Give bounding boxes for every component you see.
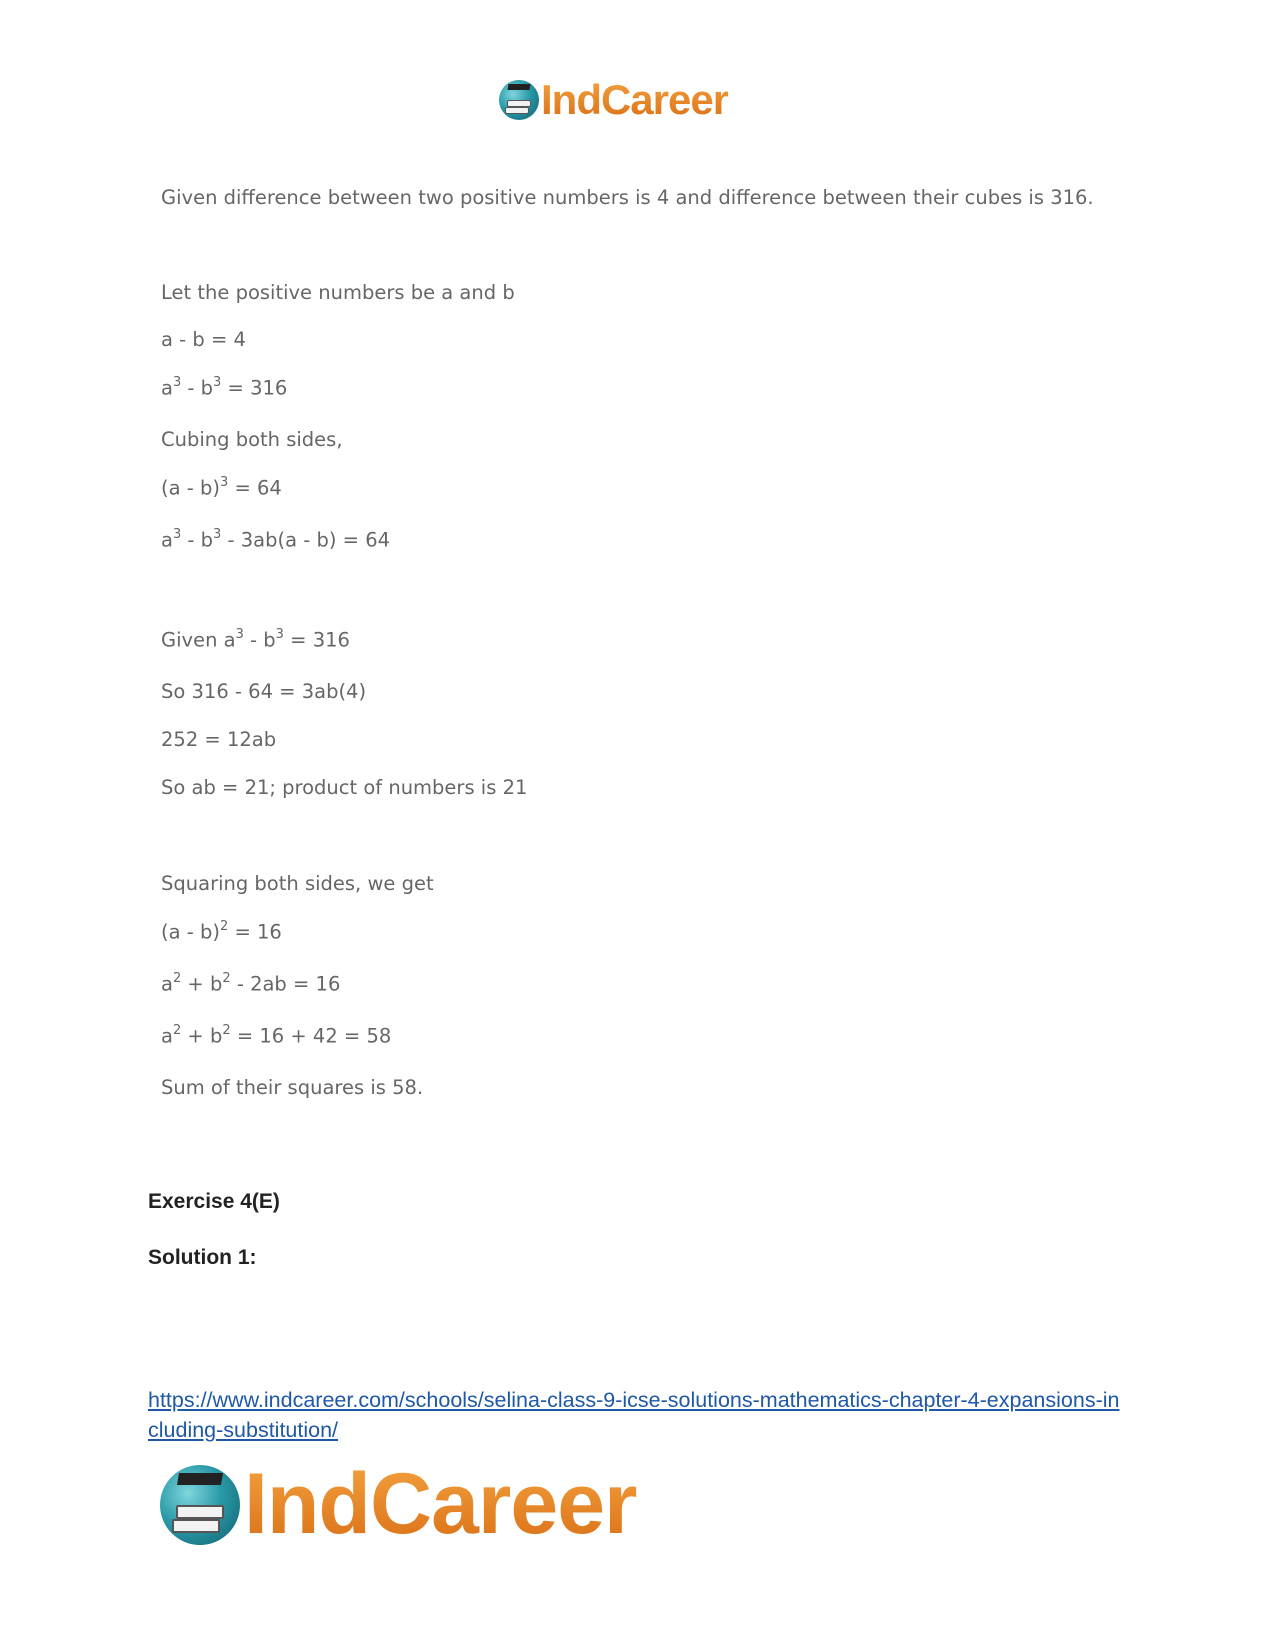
step-line: (a - b)$^3$ = 64 [161,475,282,500]
step-line: $a^2 + b^2 - 2ab = 16$ [161,971,341,996]
globe-book-icon [499,80,539,120]
step-line: Let the positive numbers be a and b [161,281,515,304]
step-line: $a^3 - b^3 - 3ab(a - b) = 64$ [161,527,391,552]
exercise-heading: Exercise 4(E) [148,1190,280,1213]
globe-book-icon [160,1465,240,1545]
logo-wordmark: IndCareer [541,76,729,123]
step-line: So 316 - 64 = 3ab(4) [161,680,367,703]
intro-text: Given difference between two positive numbers is 4 and difference between their cubes is 316. [161,186,1094,209]
step-line: $a^3 - b^3 = 316$ [161,375,288,400]
step-line: Given $a^3 - b^3 = 316$ [161,627,350,652]
indcareer-logo-top [499,76,728,124]
step-line: Squaring both sides, we get [161,872,434,895]
step-line: Cubing both sides, [161,428,343,451]
source-link[interactable]: https://www.indcareer.com/schools/selina-class-9-icse-solutions-mathematics-chapter-4-expansions-including-substitution/ [148,1388,1120,1442]
logo-wordmark: IndCareer [244,1456,637,1552]
step-line: Sum of their squares is 58. [161,1076,424,1099]
solution-heading: Solution 1: [148,1246,257,1269]
step-line: (a - b)$^2$ = 16 [161,919,282,944]
step-line: So ab = 21; product of numbers is 21 [161,776,528,799]
indcareer-logo-bottom [160,1455,637,1554]
step-line: $a^2 + b^2 = 16 + 42 = 58$ [161,1023,392,1048]
step-line: a - b = 4 [161,328,246,351]
step-line: 252 = 12ab [161,728,277,751]
